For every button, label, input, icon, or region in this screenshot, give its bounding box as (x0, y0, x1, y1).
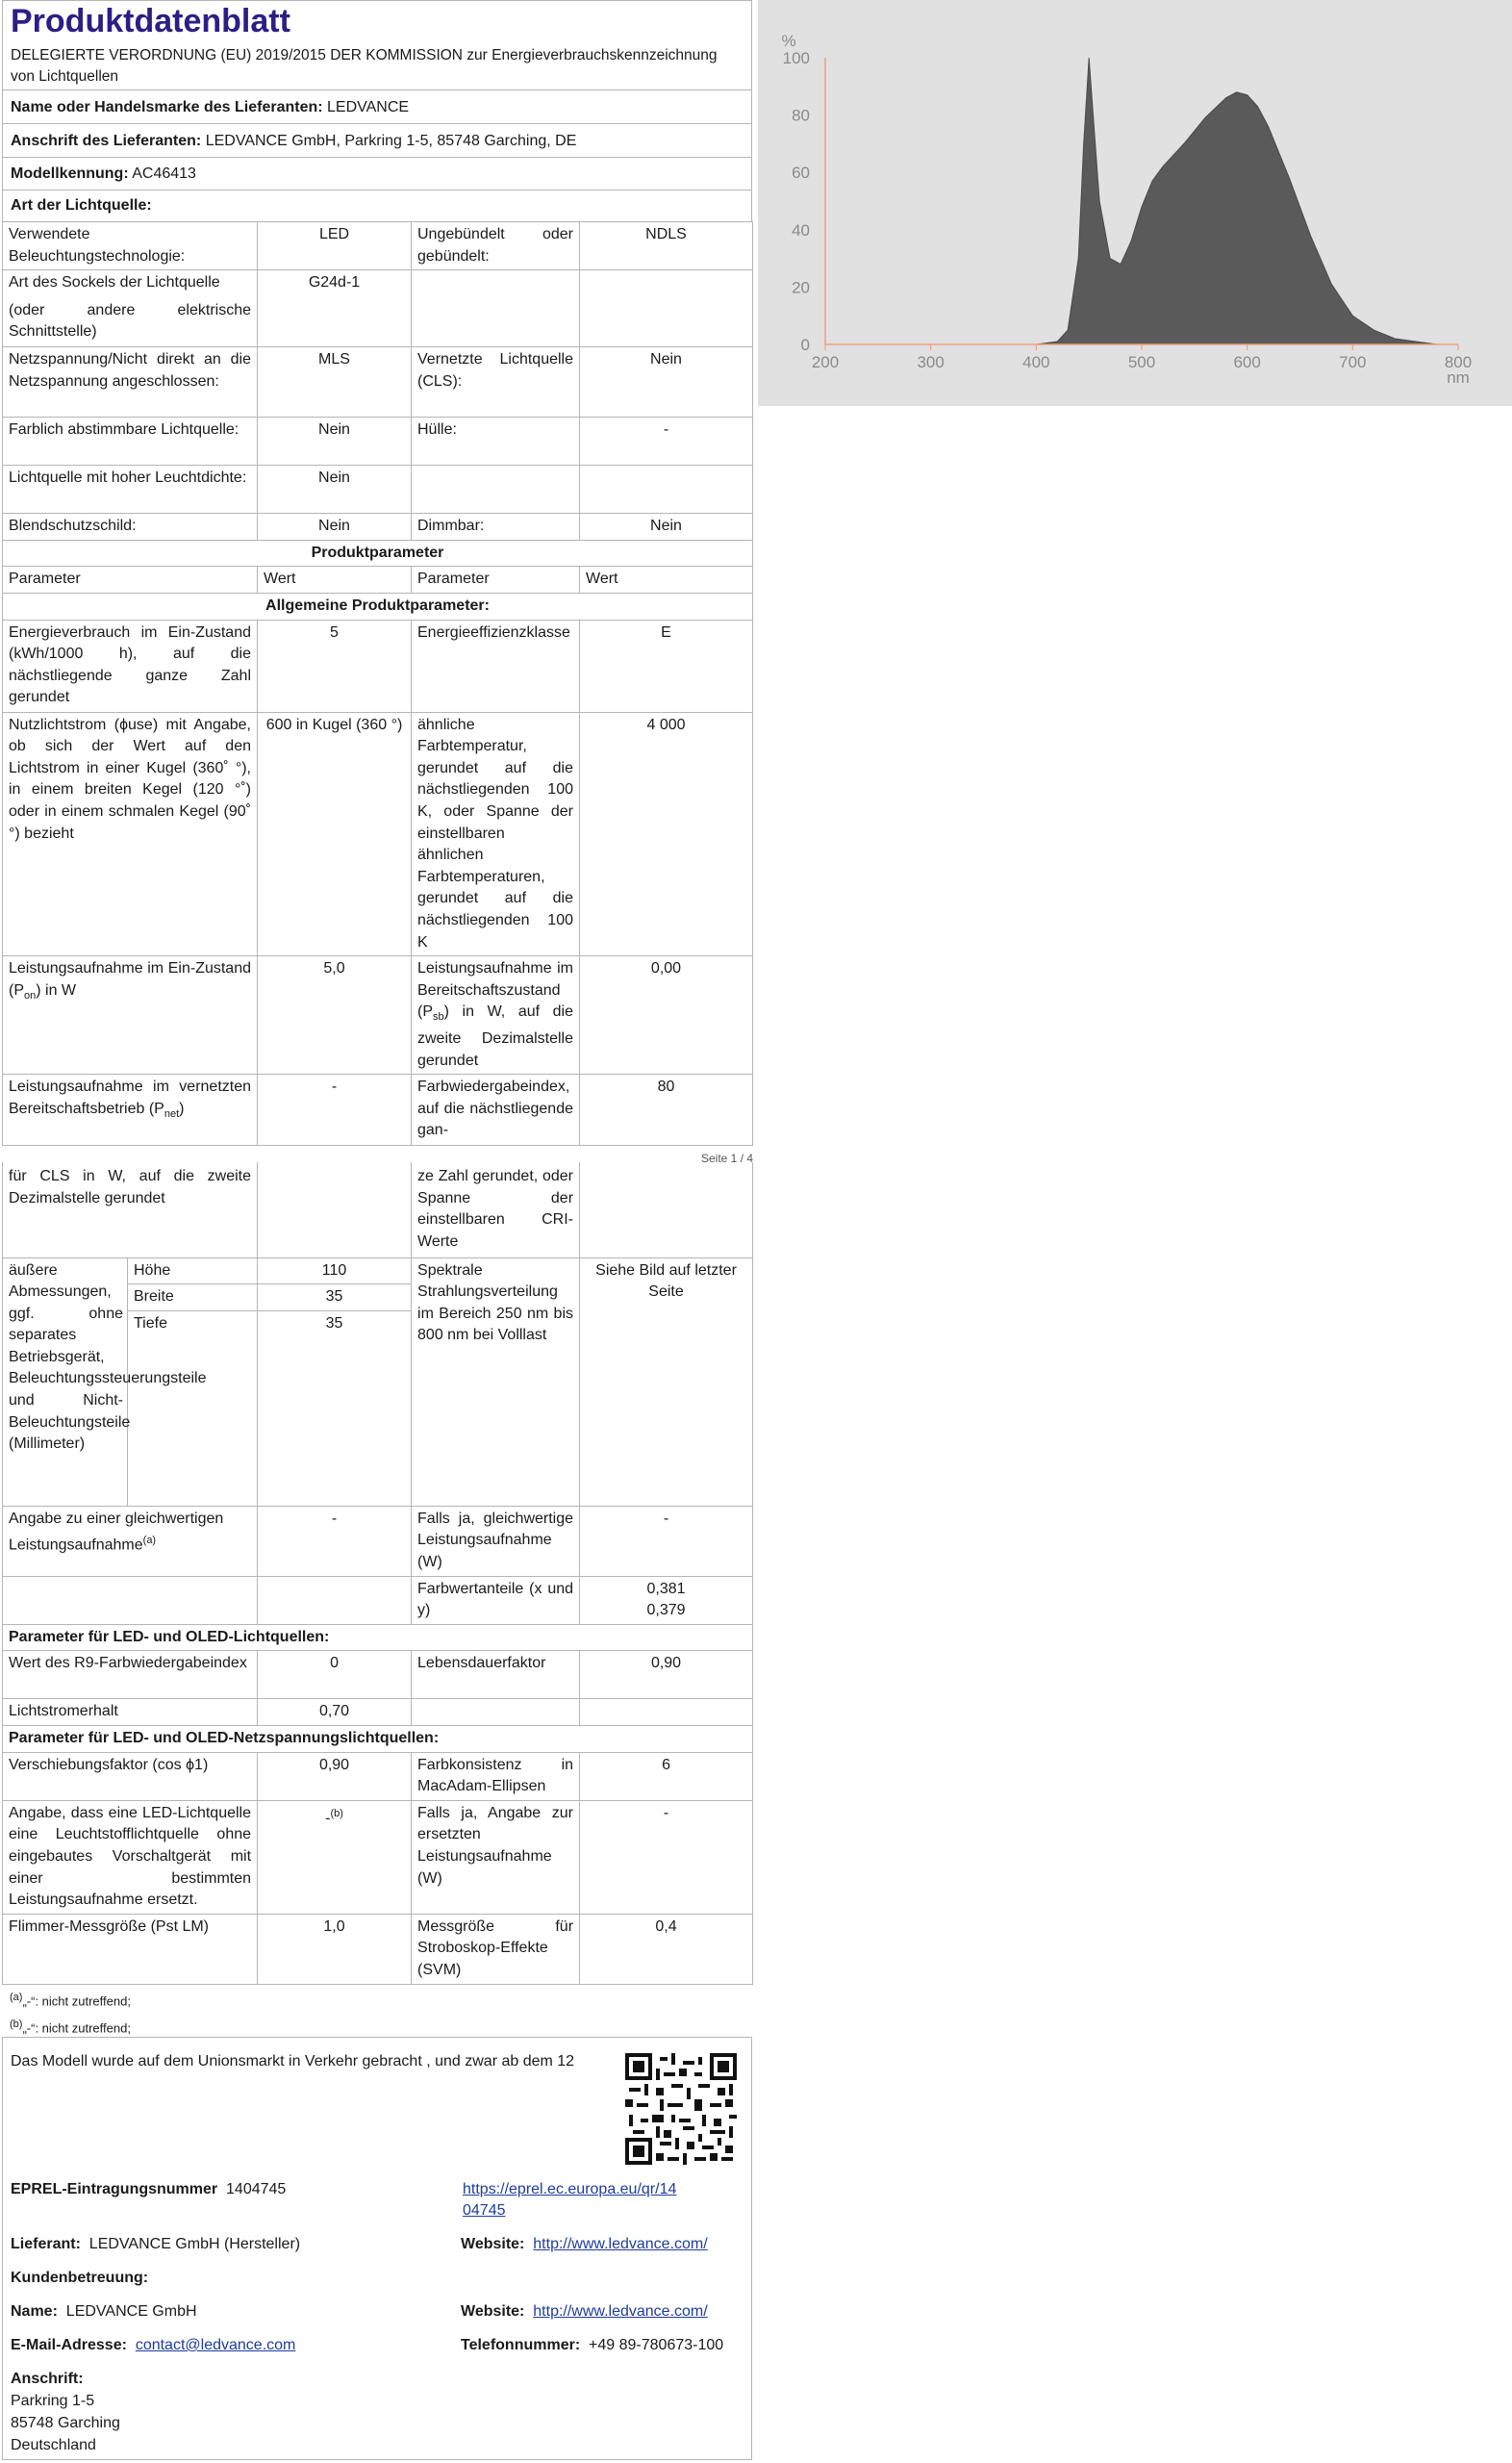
energy-row (3, 620, 753, 712)
eprel-link[interactable] (463, 2179, 676, 2222)
energy-value: 5 (258, 620, 412, 712)
depth-label: Tiefe (128, 1310, 258, 1506)
section-row (3, 540, 753, 567)
y-tick-label: 20 (792, 278, 810, 297)
eprel-link-line2[interactable]: 04745 (463, 2202, 506, 2219)
chroma-y-value: 0,379 (646, 1602, 686, 1619)
r9-value: 0 (258, 1651, 412, 1699)
maint-value: 0,70 (258, 1699, 412, 1726)
service-label: Kundenbetreuung: (11, 2270, 149, 2286)
pnet-label-text: ) (179, 1100, 185, 1117)
eclass-label: Energieeffizienzklasse (412, 620, 580, 712)
empty-cell (580, 466, 753, 514)
flux-value: 600 in Kugel (360 °) (258, 712, 412, 956)
supplier-label: Name oder Handelsmarke des Lieferanten: (11, 99, 323, 115)
address-label: Anschrift: (11, 2371, 84, 2387)
maint-row (3, 1699, 753, 1726)
empty-cell (580, 1699, 753, 1726)
type-label: Art der Lichtquelle: (11, 197, 152, 214)
replace-value (258, 1800, 412, 1914)
x-tick-label: 200 (811, 353, 840, 371)
glare-value: Nein (258, 514, 412, 541)
pon-label-text: Leistungsaufnahme im Ein-Zustand (P (9, 960, 251, 999)
pon-row (3, 956, 753, 1075)
cls-value: Nein (580, 347, 753, 418)
life-label: Lebensdauerfaktor (412, 1651, 580, 1699)
supplier-label: Lieferant: (11, 2236, 81, 2252)
height-label: Höhe (128, 1257, 258, 1284)
empty-cell (412, 270, 580, 347)
section-title: Produktparameter (3, 540, 753, 567)
col-header-value: Wert (580, 567, 753, 594)
cri-label: Farbwiedergabeindex, auf die nächstliegende gan- (412, 1075, 580, 1146)
envelope-value: - (580, 418, 753, 466)
socket-row (3, 270, 753, 347)
supplier-value: LEDVANCE GmbH (Hersteller) (88, 2236, 301, 2252)
y-tick-label: 0 (800, 336, 810, 354)
svm-label: Messgröße für Stroboskop-Effekte (SVM) (412, 1914, 580, 1984)
bundled-value: NDLS (580, 222, 753, 270)
macadam-value: 6 (580, 1752, 753, 1800)
phone-label: Telefonnummer: (461, 2337, 581, 2353)
pnet-row (3, 1075, 753, 1146)
page-number: Seite 1 / 4 (701, 1152, 754, 1165)
spectrum-area (1015, 58, 1437, 344)
led-section-row (3, 1624, 753, 1651)
x-tick-label: 400 (1022, 353, 1050, 371)
spectrum-chart (758, 0, 1512, 406)
depth-value: 35 (258, 1310, 412, 1506)
spd-label: Spektrale Strahlungsverteilung im Bereich 250 nm bis 800 nm bei Volllast (412, 1257, 580, 1506)
phone-value: +49 89-780673-100 (589, 2337, 724, 2353)
led-section-title: Parameter für LED- und OLED-Lichtquellen: (3, 1624, 753, 1651)
supplier-row (3, 90, 751, 124)
tunable-label: Farblich abstimmbare Lichtquelle: (3, 418, 258, 466)
equiv-label-text: Angabe zu einer gleichwertigen Leistungsaufnahme (9, 1510, 224, 1554)
tunable-value: Nein (258, 418, 412, 466)
eprel-value: 1404745 (226, 2181, 287, 2197)
tech-value: LED (258, 222, 412, 270)
x-tick-label: 300 (917, 353, 945, 371)
maint-label: Lichtstromerhalt (3, 1699, 258, 1726)
email-link[interactable]: contact@ledvance.com (135, 2337, 296, 2353)
highlum-label: Lichtquelle mit hoher Leuchtdichte: (3, 466, 258, 514)
width-label: Breite (128, 1284, 258, 1311)
email-label: E-Mail-Adresse: (11, 2337, 127, 2353)
datasheet-continued (2, 1162, 752, 2041)
y-tick-label: 100 (782, 49, 810, 67)
tech-label: Verwendete Beleuchtungstechnologie: (3, 222, 258, 270)
bundled-label: Ungebündelt oder gebündelt: (412, 222, 580, 270)
chroma-row (3, 1576, 753, 1624)
tech-row (3, 222, 753, 270)
equiv2-label: Falls ja, gleichwertige Leistungsaufnahme (W) (412, 1506, 580, 1576)
footer-block (2, 2037, 752, 2460)
eprel-link-line1[interactable]: https://eprel.ec.europa.eu/qr/14 (463, 2181, 677, 2197)
phone-row (461, 2335, 723, 2356)
socket-label-line2: (oder andere elektrische Schnittstelle) (9, 301, 251, 341)
cri-label-continued: ze Zahl gerundet, oder Spanne der einstellbaren CRI-Werte (412, 1162, 580, 1257)
footnote-mark: (a) (142, 1535, 157, 1547)
pnet-label (3, 1075, 258, 1146)
socket-label-line1: Art des Sockels der Lichtquelle (9, 274, 220, 292)
pon-value: 5,0 (258, 956, 412, 1075)
eprel-row (11, 2179, 286, 2200)
pon-label-sub: on (24, 989, 37, 1002)
psb-value: 0,00 (580, 956, 753, 1075)
website2-row (461, 2301, 708, 2323)
website-link[interactable]: http://www.ledvance.com/ (533, 2236, 708, 2252)
r9-label: Wert des R9-Farbwiedergabeindex (3, 1651, 258, 1699)
chroma-value (580, 1576, 753, 1624)
cct-value: 4 000 (580, 712, 753, 956)
footnote-mark: (b) (330, 1807, 343, 1819)
supplier-value: LEDVANCE (327, 99, 410, 115)
mains-label: Netzspannung/Nicht direkt an die Netzspannung angeschlossen: (3, 347, 258, 418)
replace-row (3, 1800, 753, 1914)
address-line3: Deutschland (11, 2437, 96, 2453)
dims-row (3, 1257, 753, 1284)
empty-cell (258, 1162, 412, 1257)
general-row (3, 593, 753, 620)
mains-section-title: Parameter für LED- und OLED-Netzspannungslichtquellen: (3, 1726, 753, 1753)
name-value: LEDVANCE GmbH (65, 2303, 197, 2320)
col-header-param: Parameter (412, 567, 580, 594)
socket-value: G24d-1 (258, 270, 412, 347)
highlum-value: Nein (258, 466, 412, 514)
shift-value: 0,90 (258, 1752, 412, 1800)
width-value: 35 (258, 1284, 412, 1311)
highlum-row (3, 466, 753, 514)
replace-label: Angabe, dass eine LED-Lichtquelle eine Leuchtstofflichtquelle ohne eingebautes Vorschaltgerät mit einer bestimmten Leistungsaufnahme ersetzt. (3, 1800, 258, 1914)
email-row (11, 2335, 295, 2356)
cri-value: 80 (580, 1075, 753, 1146)
life-value: 0,90 (580, 1651, 753, 1699)
mains-value: MLS (258, 347, 412, 418)
footnote-mark: (b) (10, 2018, 23, 2030)
flicker-value: 1,0 (258, 1914, 412, 1984)
address-line1: Parkring 1-5 (11, 2393, 95, 2409)
datasheet (2, 0, 752, 1146)
chroma-x-value: 0,381 (646, 1580, 686, 1597)
equiv-value: - (258, 1506, 412, 1576)
address-value: LEDVANCE GmbH, Parkring 1-5, 85748 Garching, DE (205, 133, 577, 149)
address-label: Anschrift des Lieferanten: (11, 133, 202, 149)
shift-row (3, 1752, 753, 1800)
col-header-param: Parameter (3, 567, 258, 594)
lightsource-table (2, 221, 753, 1146)
empty-cell (258, 1576, 412, 1624)
x-tick-label: 700 (1339, 353, 1367, 371)
x-tick-label: 800 (1444, 353, 1473, 371)
pon-label-text: ) in W (36, 981, 77, 999)
footnote-text: „-“: nicht zutreffend; (22, 1993, 131, 2008)
psb-label-text: ) in W, auf die zweite Dezimalstelle gerundet (417, 1003, 573, 1069)
y-tick-label: 60 (792, 164, 810, 183)
footnote-a (2, 1985, 752, 2014)
type-row (3, 190, 751, 221)
y-tick-label: 40 (792, 220, 810, 240)
energy-label: Energieverbrauch im Ein-Zustand (kWh/1000 h), auf die nächstliegende ganze Zahl gerundet (3, 620, 258, 712)
website-label: Website: (461, 2236, 525, 2252)
footnote-text: „-“: nicht zutreffend; (22, 2020, 131, 2036)
flicker-row (3, 1914, 753, 1984)
flux-row (3, 712, 753, 956)
macadam-label: Farbkonsistenz in MacAdam-Ellipsen (412, 1752, 580, 1800)
name-row (11, 2301, 197, 2323)
cct-label: ähnliche Farbtemperatur, gerundet auf die nächstliegenden 100 K, oder Spanne der einstellbaren ähnlichen Farbtemperaturen, gerundet auf die nächstliegenden 100 K (412, 712, 580, 956)
header-block (2, 0, 752, 221)
pnet-label-sub: net (164, 1108, 180, 1121)
address-line2: 85748 Garching (11, 2415, 120, 2431)
market-text: Das Modell wurde auf dem Unionsmarkt in Verkehr gebracht , und zwar ab dem 12 (11, 2053, 575, 2069)
website2-link[interactable]: http://www.ledvance.com/ (533, 2303, 708, 2320)
x-tick-label: 500 (1127, 353, 1156, 371)
empty-cell (3, 1576, 258, 1624)
spectrum-chart-panel (758, 0, 1512, 406)
pnet-label-continued: für CLS in W, auf die zweite Dezimalstelle gerundet (3, 1162, 258, 1257)
empty-cell (412, 466, 580, 514)
x-tick-label: 600 (1233, 353, 1261, 371)
name-label: Name: (11, 2303, 58, 2320)
flicker-label: Flimmer-Messgröße (Pst LM) (3, 1914, 258, 1984)
pon-label (3, 956, 258, 1075)
equiv-row (3, 1506, 753, 1576)
x-axis-label: nm (1447, 368, 1470, 387)
height-value: 110 (258, 1257, 412, 1284)
envelope-label: Hülle: (412, 418, 580, 466)
website2-label: Website: (461, 2303, 525, 2320)
model-value: AC46413 (132, 165, 196, 182)
dim-value: Nein (580, 514, 753, 541)
col-header-value: Wert (258, 567, 412, 594)
equiv2-value: - (580, 1506, 753, 1576)
replace-value-text: - (325, 1810, 331, 1827)
svm-value: 0,4 (580, 1914, 753, 1984)
dims-label: äußere Abmessungen, ggf. ohne separates Betriebsgerät, Beleuchtungssteuerungsteile und Nicht-Beleuchtungsteile (Millimeter) (3, 1257, 128, 1506)
empty-cell (580, 1162, 753, 1257)
regulation-text: DELEGIERTE VERORDNUNG (EU) 2019/2015 DER KOMMISSION zur Energieverbrauchskennzeichnung von Lichtquellen (3, 43, 751, 90)
mains-row (3, 347, 753, 418)
qr-code-icon (625, 2053, 737, 2165)
pnet-continued-row (3, 1162, 753, 1257)
website-row (461, 2234, 708, 2255)
replace2-value: - (580, 1800, 753, 1914)
supplier-row (11, 2234, 300, 2255)
page-title: Produktdatenblatt (11, 3, 290, 39)
cls-label: Vernetzte Lichtquelle (CLS): (412, 347, 580, 418)
pnet-label-text: Leistungsaufnahme im vernetzten Bereitschaftsbetrieb (P (9, 1079, 251, 1117)
dim-label: Dimmbar: (412, 514, 580, 541)
address-row (3, 124, 751, 158)
glare-row (3, 514, 753, 541)
column-header-row (3, 567, 753, 594)
pnet-value: - (258, 1075, 412, 1146)
chroma-label: Farbwertanteile (x und y) (412, 1576, 580, 1624)
eprel-label: EPREL-Eintragungsnummer (11, 2181, 218, 2197)
psb-label-text: Leistungsaufnahme im Bereitschaftszustand (P (417, 960, 573, 1021)
y-tick-label: 80 (792, 106, 810, 125)
params-table-continued (2, 1162, 753, 1985)
flux-label: Nutzlichtstrom (ϕuse) mit Angabe, ob sich der Wert auf den Lichtstrom in einer Kugel (360˚ °), in einem breiten Kegel (120 °˚) oder in einem schmalen Kegel (90˚ °) bezieht (3, 712, 258, 956)
footnote-mark: (a) (10, 1991, 23, 2003)
eclass-value: E (580, 620, 753, 712)
glare-label: Blendschutzschild: (3, 514, 258, 541)
empty-cell (580, 270, 753, 347)
psb-label-sub: sb (433, 1011, 444, 1024)
general-title: Allgemeine Produktparameter: (3, 593, 753, 620)
mains-section-row (3, 1726, 753, 1753)
y-axis-label: % (781, 32, 796, 50)
replace2-label: Falls ja, Angabe zur ersetzten Leistungsaufnahme (W) (412, 1800, 580, 1914)
equiv-label (3, 1506, 258, 1576)
spd-value: Siehe Bild auf letzter Seite (580, 1257, 753, 1506)
socket-label (3, 270, 258, 347)
empty-cell (412, 1699, 580, 1726)
tunable-row (3, 418, 753, 466)
psb-label (412, 956, 580, 1075)
shift-label: Verschiebungsfaktor (cos ϕ1) (3, 1752, 258, 1800)
model-label: Modellkennung: (11, 165, 129, 182)
model-row (3, 158, 751, 190)
r9-row (3, 1651, 753, 1699)
